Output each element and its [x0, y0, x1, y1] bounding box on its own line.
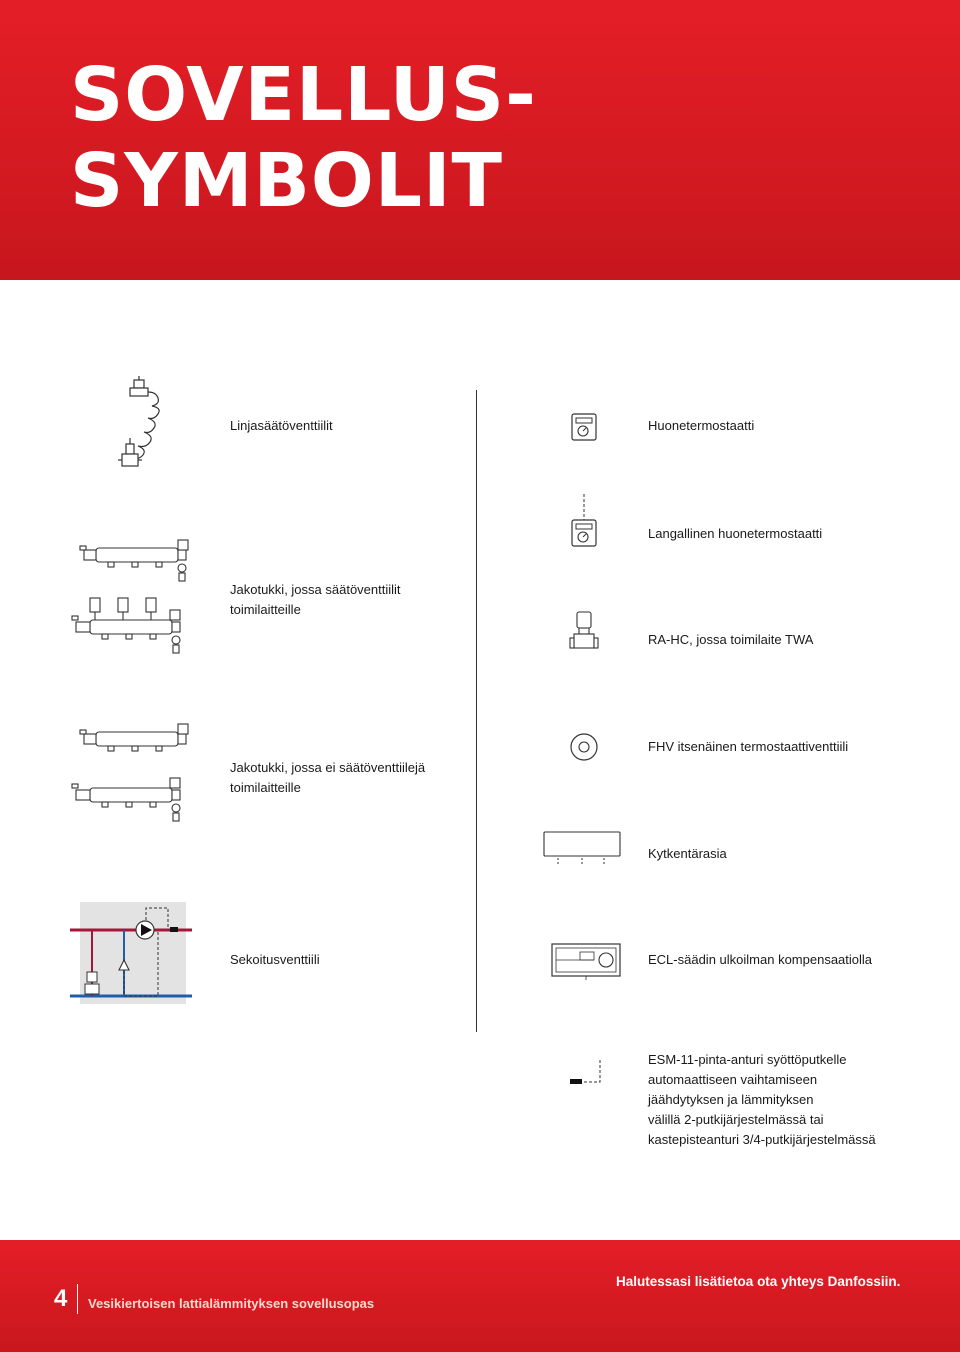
connection-box-icon — [542, 830, 622, 868]
header-banner — [0, 0, 960, 280]
esm-11-sensor-icon — [566, 1058, 606, 1088]
ra-hc-twa-icon — [568, 610, 600, 656]
page-title — [70, 52, 537, 224]
label-balancing-valves: Linjasäätöventtiilit — [230, 418, 333, 433]
mixing-valve-icon — [70, 900, 196, 1006]
ecl-controller-icon — [550, 940, 622, 982]
contact-text: Halutessasi lisätietoa ota yhteys Danfossiin. — [616, 1274, 901, 1289]
label-manifold-without-valves — [230, 758, 425, 798]
wired-room-thermostat-icon — [570, 492, 600, 548]
balancing-valves-icon — [108, 374, 188, 474]
label-manifold-without-valves-line2: toimilaitteille — [230, 780, 301, 795]
label-mixing-valve: Sekoitusventtiili — [230, 952, 320, 967]
label-manifold-without-valves-line1: Jakotukki, jossa ei säätöventtiilejä — [230, 760, 426, 775]
title-line-2: SYMBOLIT — [70, 138, 503, 224]
guide-title: Vesikiertoisen lattialämmityksen sovellusopas — [88, 1296, 375, 1311]
label-ra-hc-twa: RA-HC, jossa toimilaite TWA — [648, 632, 814, 647]
label-room-thermostat: Huonetermostaatti — [648, 418, 755, 433]
page-number: 4 — [54, 1285, 68, 1312]
label-esm-11-sensor — [648, 1050, 876, 1150]
label-esm-11-line5: kastepisteanturi 3/4-putkijärjestelmässä — [648, 1132, 876, 1147]
label-esm-11-line3: jäähdytyksen ja lämmityksen — [648, 1092, 814, 1107]
label-esm-11-line1: ESM-11-pinta-anturi syöttöputkelle — [648, 1052, 847, 1067]
page-number-divider — [77, 1284, 78, 1314]
fhv-valve-icon — [569, 732, 599, 762]
label-esm-11-line2: automaattiseen vaihtamiseen — [648, 1072, 818, 1087]
label-wired-room-thermostat: Langallinen huonetermostaatti — [648, 526, 823, 541]
room-thermostat-icon — [570, 412, 600, 442]
label-esm-11-line4: välillä 2-putkijärjestelmässä tai — [648, 1112, 824, 1127]
column-divider — [476, 390, 477, 1032]
manifold-without-valves-icon — [66, 720, 196, 824]
label-manifold-with-valves-line1: Jakotukki, jossa säätöventtiilit — [230, 582, 401, 597]
label-manifold-with-valves-line2: toimilaitteille — [230, 602, 301, 617]
label-ecl-controller: ECL-säädin ulkoilman kompensaatiolla — [648, 952, 873, 967]
label-connection-box: Kytkentärasia — [648, 846, 727, 861]
label-manifold-with-valves — [230, 580, 401, 620]
manifold-with-valves-icon — [66, 536, 196, 656]
title-line-1: SOVELLUS- — [70, 52, 537, 138]
label-fhv-valve: FHV itsenäinen termostaattiventtiili — [648, 739, 849, 754]
